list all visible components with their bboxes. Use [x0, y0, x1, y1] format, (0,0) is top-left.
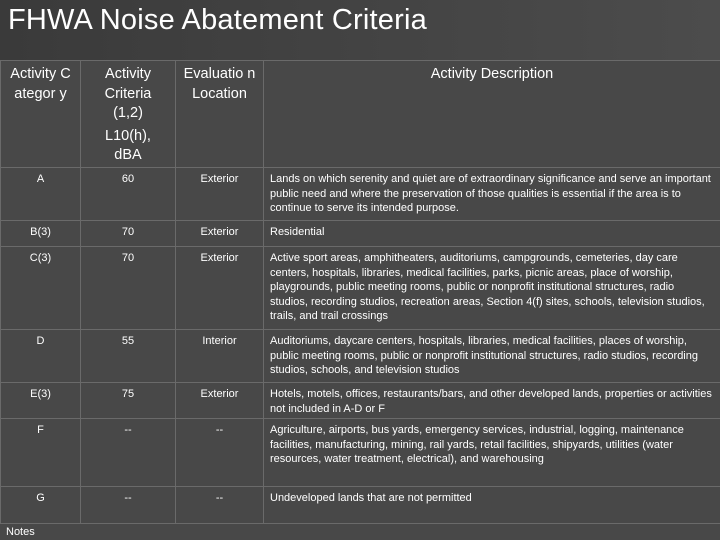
header-criteria-label: Activity Criteria (1,2) [104, 66, 152, 121]
header-evaluation-location [176, 61, 264, 168]
cell-description: Residential [264, 221, 720, 247]
cell-category: F [1, 419, 81, 487]
cell-location: Exterior [176, 383, 264, 419]
header-description-label: Activity Description [430, 66, 554, 82]
table-row [1, 221, 720, 247]
table-row [1, 330, 720, 383]
cell-category: G [1, 487, 81, 524]
cell-description: Active sport areas, amphitheaters, auditoriums, campgrounds, cemeteries, day care centers, hospitals, libraries, medical facilities, parks, picnic areas, place of worship, playgrounds, public meeting rooms, public or nonprofit institutional structures, radio studios, recording studios, recreation areas, Section 4(f) sites, schools, television studios, trails, and trail crossings [264, 247, 720, 330]
cell-location: -- [176, 419, 264, 487]
cell-location: Interior [176, 330, 264, 383]
cell-category: A [1, 168, 81, 221]
cell-description: Auditoriums, daycare centers, hospitals, libraries, medical facilities, places of worship, public meeting rooms, public or nonprofit institutional structures, radio studios, recording studios, schools, and television studios [264, 330, 720, 383]
cell-criteria: 75 [81, 383, 176, 419]
cell-location: -- [176, 487, 264, 524]
table-row [1, 247, 720, 330]
cell-category: E(3) [1, 383, 81, 419]
cell-criteria: 70 [81, 221, 176, 247]
table-row [1, 168, 720, 221]
cell-description: Undeveloped lands that are not permitted [264, 487, 720, 524]
header-row [1, 61, 720, 168]
cell-location: Exterior [176, 221, 264, 247]
cell-location: Exterior [176, 168, 264, 221]
cell-description: Lands on which serenity and quiet are of extraordinary significance and serve an important public need and where the preservation of those qualities is essential if the area is to continue to serve its intended purpose. [264, 168, 720, 221]
cell-criteria: -- [81, 419, 176, 487]
header-activity-category [1, 61, 81, 168]
header-location-label: Evaluatio n Location [183, 66, 256, 102]
page-title: FHWA Noise Abatement Criteria [8, 4, 427, 36]
table-row [1, 383, 720, 419]
notes-label: Notes [6, 526, 35, 538]
cell-criteria: 70 [81, 247, 176, 330]
cell-criteria: -- [81, 487, 176, 524]
header-criteria-units: L10(h), dBA [105, 127, 151, 163]
cell-location: Exterior [176, 247, 264, 330]
table-row [1, 419, 720, 487]
header-activity-criteria [81, 61, 176, 168]
header-activity-description [264, 61, 720, 168]
noise-criteria-table [0, 60, 720, 524]
header-category-label: Activity Categor y [10, 66, 71, 102]
cell-criteria: 60 [81, 168, 176, 221]
cell-category: C(3) [1, 247, 81, 330]
cell-description: Agriculture, airports, bus yards, emergency services, industrial, logging, maintenance facilities, manufacturing, mining, rail yards, retail facilities, shipyards, utilities (water resources, water treatment, electrical), and warehousing [264, 419, 720, 487]
cell-category: B(3) [1, 221, 81, 247]
cell-category: D [1, 330, 81, 383]
cell-description: Hotels, motels, offices, restaurants/bars, and other developed lands, properties or activities not included in A-D or F [264, 383, 720, 419]
cell-criteria: 55 [81, 330, 176, 383]
table-row [1, 487, 720, 524]
